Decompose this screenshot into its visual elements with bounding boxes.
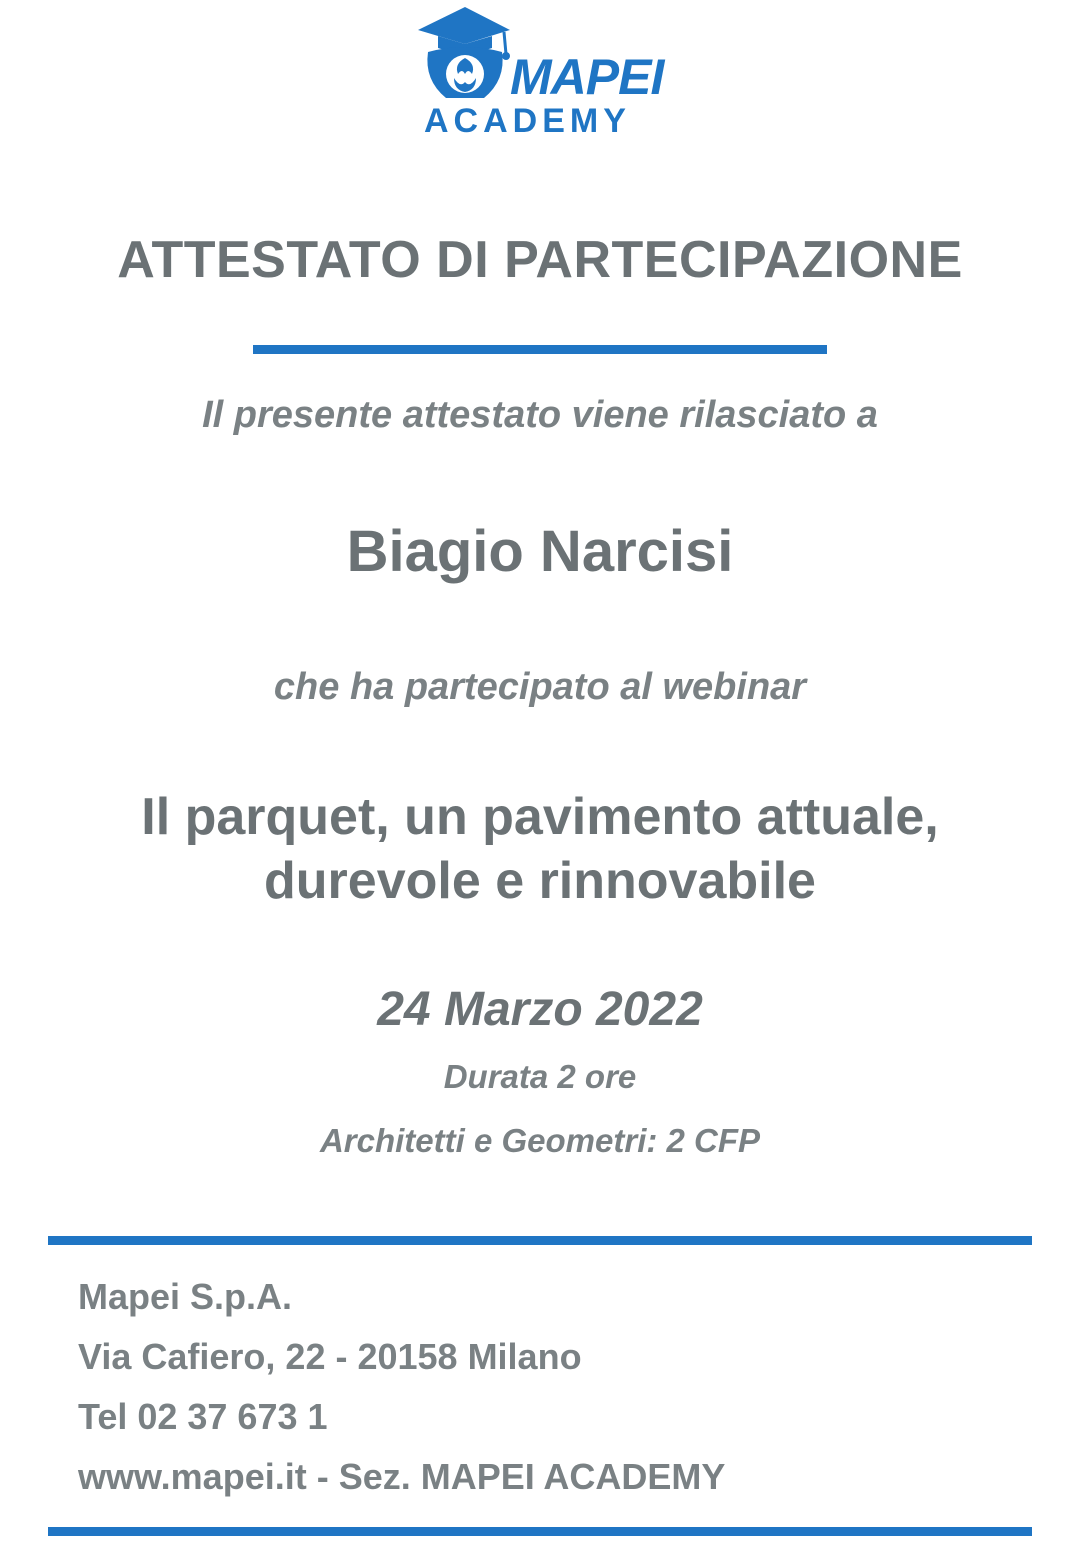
webinar-duration: Durata 2 ore bbox=[443, 1058, 637, 1095]
footer-info bbox=[78, 1272, 725, 1512]
logo-subtitle: ACADEMY bbox=[424, 102, 631, 140]
footer-website: www.mapei.it - Sez. MAPEI ACADEMY bbox=[78, 1456, 726, 1497]
graduation-cap-emblem-icon bbox=[418, 7, 510, 98]
webinar-title-line-1: Il parquet, un pavimento attuale, bbox=[141, 788, 939, 846]
footer-bottom-divider bbox=[48, 1527, 1032, 1536]
recipient-name: Biagio Narcisi bbox=[346, 519, 734, 584]
webinar-date: 24 Marzo 2022 bbox=[377, 983, 703, 1036]
intro-text: Il presente attestato viene rilasciato a bbox=[202, 394, 878, 436]
mapei-academy-logo bbox=[410, 2, 670, 142]
participated-text: che ha partecipato al webinar bbox=[273, 666, 807, 708]
webinar-title bbox=[0, 785, 1080, 913]
footer-phone: Tel 02 37 673 1 bbox=[78, 1396, 328, 1437]
certificate-title: ATTESTATO DI PARTECIPAZIONE bbox=[117, 231, 963, 289]
footer-top-divider bbox=[48, 1236, 1032, 1245]
footer-company: Mapei S.p.A. bbox=[78, 1276, 293, 1317]
title-divider bbox=[253, 345, 827, 354]
logo-brand: MAPEI bbox=[510, 49, 664, 105]
webinar-title-line-2: durevole e rinnovabile bbox=[264, 852, 816, 910]
webinar-credits: Architetti e Geometri: 2 CFP bbox=[319, 1122, 761, 1159]
footer-address: Via Cafiero, 22 - 20158 Milano bbox=[78, 1336, 582, 1377]
